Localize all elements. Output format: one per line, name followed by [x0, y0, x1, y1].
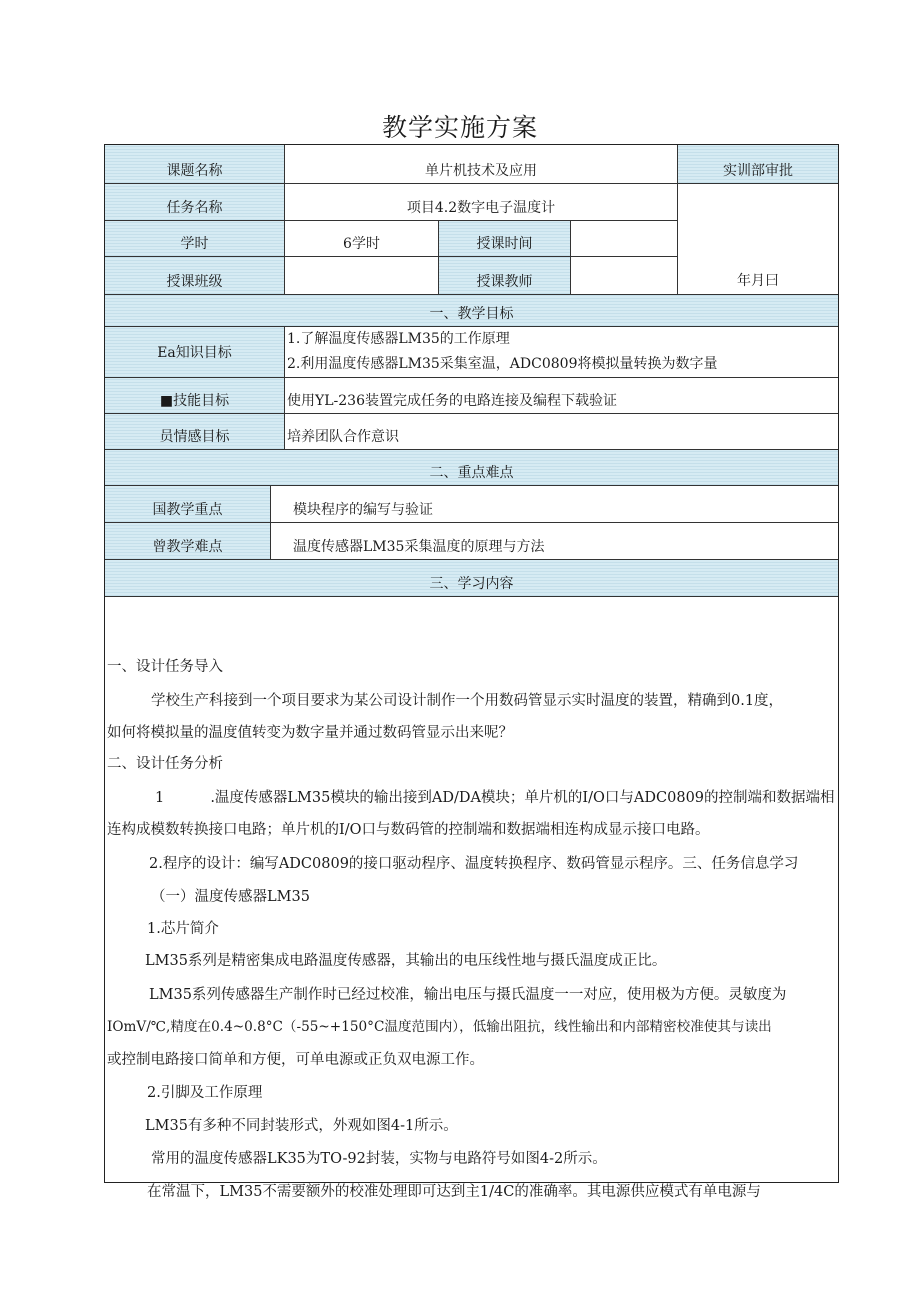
emotion-objective-value: 培养团队合作意识: [285, 414, 838, 450]
task-name-label: 任务名称: [105, 184, 285, 221]
hours-value: 6学时: [285, 221, 439, 257]
difficult-point-label: 曾教学难点: [105, 523, 271, 560]
class-group-label: 授课班级: [105, 257, 285, 295]
knowledge-objective-value: [285, 327, 838, 378]
class-time-value: [571, 221, 678, 257]
content-line: 学校生产科接到一个项目要求为某公司设计制作一个用数码管显示实时温度的装置，精确到0.1度，: [151, 693, 784, 709]
knowledge-line-1: 1.了解温度传感器LM35的工作原理: [287, 331, 510, 347]
key-point-value: 模块程序的编写与验证: [271, 486, 838, 523]
content-line: LM35有多种不同封装形式，外观如图4-1所示。: [145, 1118, 458, 1134]
content-line: 2.程序的设计：编写ADC0809的接口驱动程序、温度转换程序、数码管显示程序。三、任务信息学习: [149, 856, 799, 872]
content-line: 2.引脚及工作原理: [147, 1085, 263, 1101]
approval-date: 年月曰: [678, 184, 838, 295]
course-name-value: 单片机技术及应用: [285, 145, 678, 184]
content-line: 或控制电路接口简单和方便，可单电源或正负双电源工作。: [107, 1052, 484, 1068]
task-name-value: 项目4.2数字电子温度计: [285, 184, 678, 221]
skill-objective-value: 使用YL-236装置完成任务的电路连接及编程下载验证: [285, 378, 838, 414]
knowledge-objective-label: Ea知识目标: [105, 327, 285, 378]
content-line: 连构成模数转换接口电路；单片机的I/O口与数码管的控制端和数据端相连构成显示接口电路。: [107, 822, 710, 838]
skill-objective-label: ■技能目标: [105, 378, 285, 414]
content-line: 如何将模拟量的温度值转变为数字量并通过数码管显示出来呢？: [107, 725, 513, 741]
lesson-plan-table: [104, 144, 839, 1200]
emotion-objective-label: 员情感目标: [105, 414, 285, 450]
content-line: 1 .温度传感器LM35模块的输出接到AD/DA模块；单片机的I/O口与ADC0809的控制端和数据端相: [155, 790, 835, 806]
teacher-value: [571, 257, 678, 295]
class-group-value: [285, 257, 439, 295]
content-line: LM35系列传感器生产制作时已经过校准，输出电压与摄氏温度一一对应，使用极为方便。灵敏度为: [149, 987, 787, 1003]
content-line: 常用的温度传感器LK35为TO-92封装，实物与电路符号如图4-2所示。: [151, 1151, 607, 1167]
content-line: 一、设计任务导入: [107, 659, 223, 675]
content-line: 二、设计任务分析: [107, 756, 223, 772]
learning-heading: 三、学习内容: [105, 560, 838, 597]
class-time-label: 授课时间: [439, 221, 571, 257]
content-line: IOmV/℃,精度在0.4~0.8°C（-55~+150°C温度范围内），低输出阻抗，线性输出和内部精密校准使其与读出: [107, 1019, 772, 1035]
content-line: 1.芯片简介: [147, 921, 219, 937]
approval-label: 实训部审批: [678, 145, 838, 184]
knowledge-line-2: 2.利用温度传感器LM35采集室温，ADC0809将模拟量转换为数字量: [287, 356, 718, 372]
page-title: 教学实施方案: [381, 113, 538, 142]
objectives-heading: 一、教学目标: [105, 295, 838, 327]
content-line: （一）温度传感器LM35: [151, 889, 310, 905]
keypoints-heading: 二、重点难点: [105, 450, 838, 486]
course-name-label: 课题名称: [105, 145, 285, 184]
difficult-point-value: 温度传感器LM35采集温度的原理与方法: [271, 523, 838, 560]
teacher-label: 授课教师: [439, 257, 571, 295]
key-point-label: 国教学重点: [105, 486, 271, 523]
content-line: 在常温下，LM35不需要额外的校准处理即可达到主1/4C的准确率。其电源供应模式有单电源与: [147, 1184, 761, 1200]
content-line: LM35系列是精密集成电路温度传感器，其输出的电压线性地与摄氏温度成正比。: [145, 953, 667, 969]
hours-label: 学时: [105, 221, 285, 257]
